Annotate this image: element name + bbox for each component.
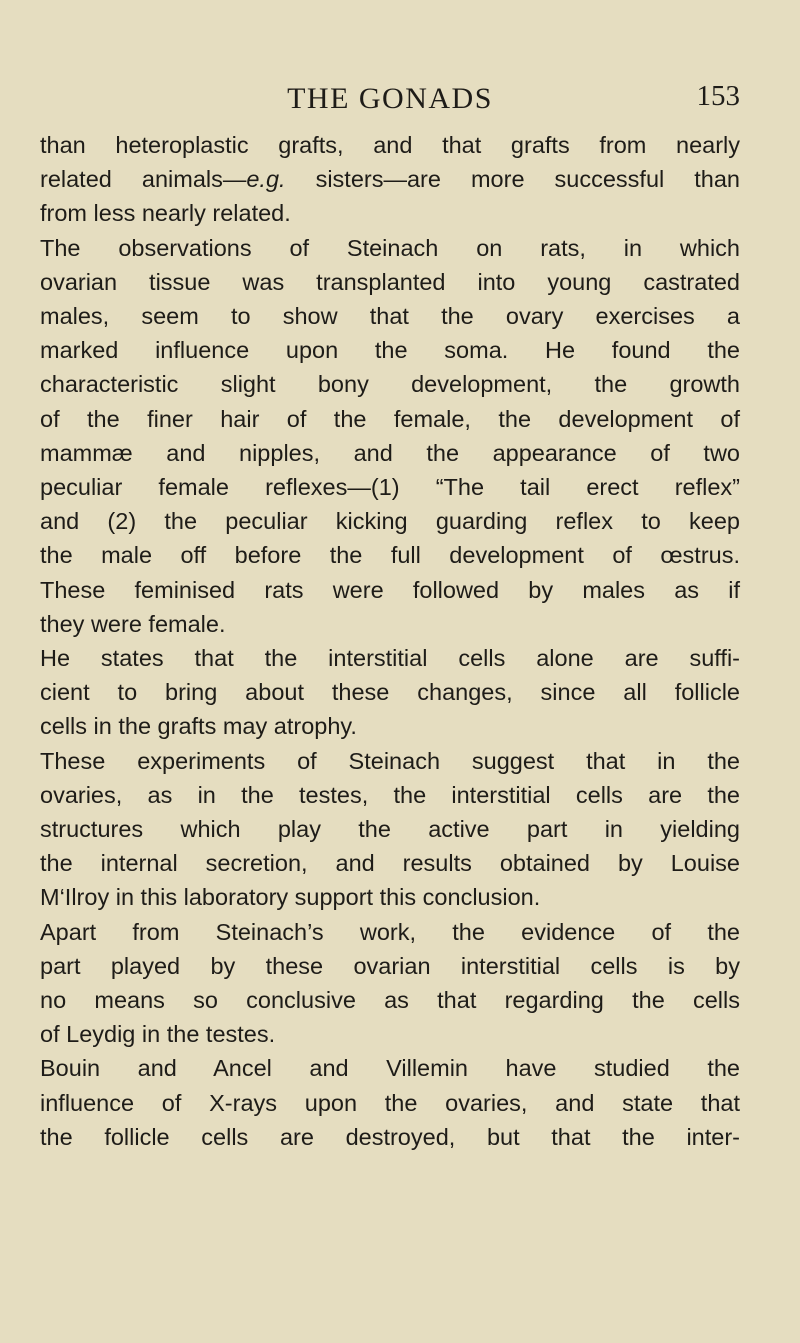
text-line: cient to bring about these changes, since all follicle: [40, 679, 740, 706]
text-line: of the finer hair of the female, the development of: [40, 405, 740, 432]
text-line: related animals—e.g. sisters—are more successful than: [40, 166, 741, 193]
text-line: they were female.: [40, 610, 226, 637]
paragraph-5: [40, 915, 740, 1052]
text-line: marked influence upon the soma. He found the: [40, 337, 740, 364]
body-text: [40, 128, 740, 1154]
text-line: He states that the interstitial cells alone are suffi-: [40, 645, 740, 672]
page-header: [40, 76, 740, 120]
paragraph-2: [40, 231, 740, 641]
paragraph-6: [40, 1051, 740, 1154]
text-line: These experiments of Steinach suggest that in the: [40, 747, 740, 774]
text-line: cells in the grafts may atrophy.: [40, 713, 357, 740]
text-line: ovaries, as in the testes, the interstitial cells are the: [40, 781, 740, 808]
page-number: 153: [696, 80, 740, 112]
text-line: ovarian tissue was transplanted into young castrated: [40, 268, 740, 295]
text-line: Apart from Steinach’s work, the evidence of the: [40, 918, 740, 945]
text-line: The observations of Steinach on rats, in which: [40, 234, 740, 261]
text-line: from less nearly related.: [40, 200, 291, 227]
text-line: influence of X-rays upon the ovaries, and state that: [40, 1089, 740, 1116]
text-line: the follicle cells are destroyed, but that the inter-: [40, 1123, 740, 1150]
text-line: part played by these ovarian interstitial cells is by: [40, 952, 740, 979]
running-head: THE GONADS: [287, 82, 493, 115]
paragraph-4: [40, 744, 740, 915]
text-line: males, seem to show that the ovary exercises a: [40, 303, 740, 330]
text-line: These feminised rats were followed by males as if: [40, 576, 740, 603]
text-line: structures which play the active part in yielding: [40, 816, 740, 843]
text-line: of Leydig in the testes.: [40, 1021, 276, 1048]
paragraph-1: [40, 128, 740, 231]
text-line: no means so conclusive as that regarding the cells: [40, 987, 740, 1014]
text-line: peculiar female reflexes—(1) “The tail erect reflex”: [40, 474, 740, 501]
text-line: M‘Ilroy in this laboratory support this conclusion.: [40, 884, 541, 911]
text-line: Bouin and Ancel and Villemin have studied the: [40, 1055, 740, 1082]
text-line: the male off before the full development of œstrus.: [40, 542, 740, 569]
text-line: and (2) the peculiar kicking guarding reflex to keep: [40, 508, 740, 535]
text-line: characteristic slight bony development, the growth: [40, 371, 740, 398]
paragraph-3: [40, 641, 740, 744]
text-line: the internal secretion, and results obtained by Louise: [40, 850, 740, 877]
text-line: than heteroplastic grafts, and that grafts from nearly: [40, 132, 740, 158]
text-line: mammæ and nipples, and the appearance of two: [40, 439, 740, 466]
italic-abbreviation: e.g.: [246, 166, 286, 193]
